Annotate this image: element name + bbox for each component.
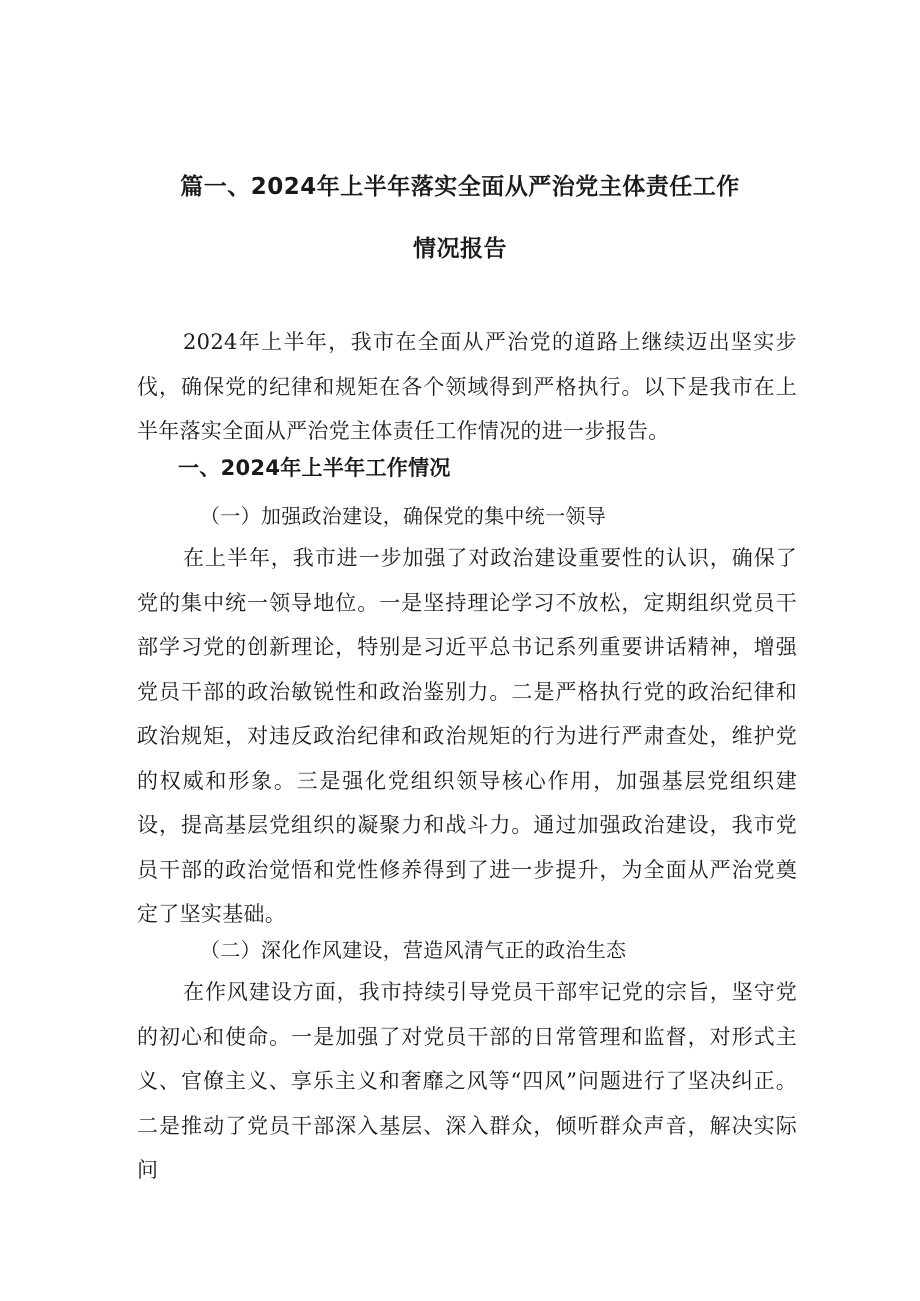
subsection-2-paragraph: 在作风建设方面，我市持续引导党员干部牢记党的宗旨，坚守党的初心和使命。一是加强了对党员干部的日常管理和监督，对形式主义、官僚主义、享乐主义和奢靡之风等“四风”问题进行了坚决纠正。二是推动了党员干部深入基层、深入群众，倾听群众声音，解决实际问 (137, 980, 797, 1182)
subsection-heading-2: （二）深化作风建设，营造风清气正的政治生态 (200, 938, 627, 962)
document-title-line-1: 篇一、2024年上半年落实全面从严治党主体责任工作 (180, 174, 740, 200)
section-heading-1: 一、2024年上半年工作情况 (178, 456, 451, 480)
subsection-heading-1: （一）加强政治建设，确保党的集中统一领导 (200, 504, 606, 528)
intro-paragraph: 2024年上半年，我市在全面从严治党的道路上继续迈出坚实步伐，确保党的纪律和规矩在各个领域得到严格执行。以下是我市在上半年落实全面从严治党主体责任工作情况的进一步报告。 (137, 330, 797, 443)
subsection-1-paragraph: 在上半年，我市进一步加强了对政治建设重要性的认识，确保了党的集中统一领导地位。一是坚持理论学习不放松，定期组织党员干部学习党的创新理论，特别是习近平总书记系列重要讲话精神，增强党员干部的政治敏锐性和政治鉴别力。二是严格执行党的政治纪律和政治规矩，对违反政治纪律和政治规矩的行为进行严肃查处，维护党的权威和形象。三是强化党组织领导核心作用，加强基层党组织建设，提高基层党组织的凝聚力和战斗力。通过加强政治建设，我市党员干部的政治觉悟和党性修养得到了进一步提升，为全面从严治党奠定了坚实基础。 (137, 546, 797, 926)
document-title-line-2: 情况报告 (413, 236, 507, 262)
